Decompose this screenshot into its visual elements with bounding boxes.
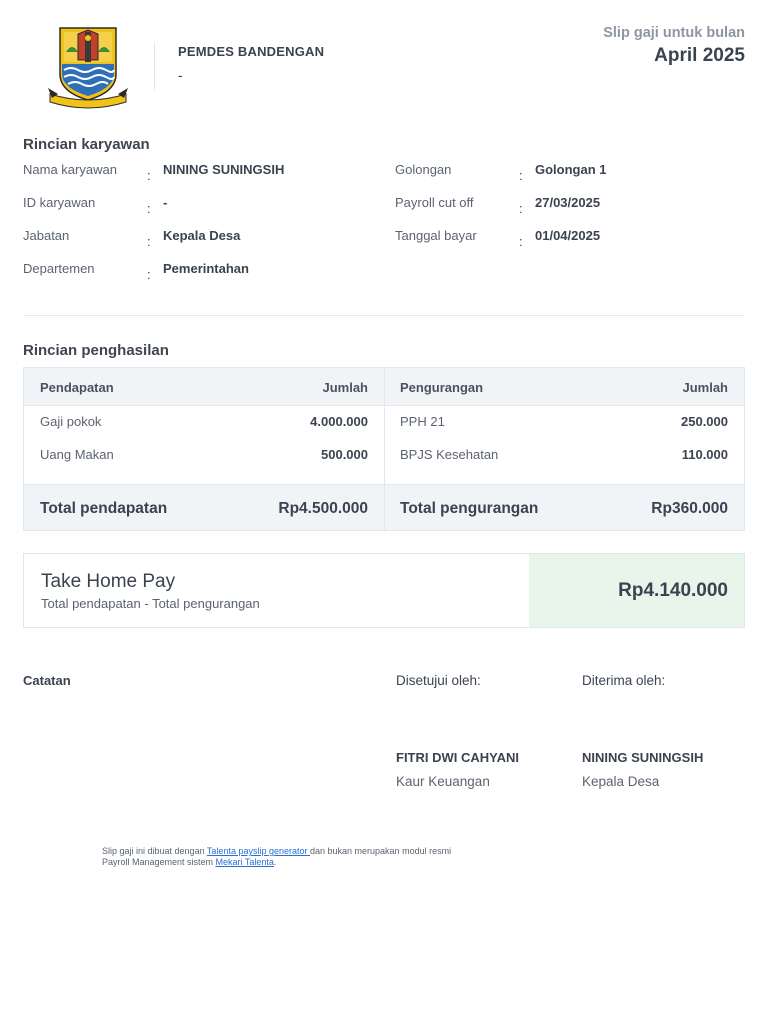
total-deduction-value: Rp360.000 bbox=[651, 500, 728, 517]
deduction-header bbox=[385, 368, 744, 406]
payslip-generator-link[interactable]: Talenta payslip generator bbox=[206, 846, 310, 856]
table-row bbox=[385, 414, 744, 436]
approver-name: FITRI DWI CAHYANI bbox=[396, 750, 520, 765]
header-divider bbox=[154, 42, 155, 90]
employee-department-label: Departemen bbox=[23, 261, 95, 276]
take-home-pay-card bbox=[23, 553, 745, 628]
pay-date-value: 01/04/2025 bbox=[535, 228, 601, 243]
deduction-item-name: PPH 21 bbox=[400, 414, 445, 429]
total-deduction-label: Total pengurangan bbox=[400, 500, 539, 517]
take-home-pay-value-box bbox=[529, 554, 744, 627]
notes-label: Catatan bbox=[23, 673, 71, 688]
received-by-label: Diterima oleh: bbox=[582, 673, 666, 688]
colon: : bbox=[519, 168, 523, 183]
income-amount-header: Jumlah bbox=[322, 380, 368, 395]
footer-text: Slip gaji ini dibuat dengan bbox=[102, 846, 207, 856]
employee-id-label: ID karyawan bbox=[23, 195, 96, 210]
colon: : bbox=[519, 234, 523, 249]
colon: : bbox=[147, 234, 151, 249]
period-value: April 2025 bbox=[654, 45, 745, 66]
employee-position-value: Kepala Desa bbox=[163, 228, 241, 243]
deduction-column bbox=[384, 368, 744, 530]
income-header-label: Pendapatan bbox=[40, 380, 114, 395]
table-row bbox=[24, 447, 384, 469]
income-item-value: 4.000.000 bbox=[310, 414, 368, 429]
earnings-table bbox=[23, 367, 745, 531]
take-home-pay-subtitle: Total pendapatan - Total pengurangan bbox=[41, 596, 260, 611]
employee-department-value: Pemerintahan bbox=[163, 261, 249, 276]
take-home-pay-title: Take Home Pay bbox=[41, 571, 176, 592]
income-item-name: Uang Makan bbox=[40, 447, 114, 462]
footer-text: . bbox=[273, 856, 277, 867]
income-item-value: 500.000 bbox=[321, 447, 368, 462]
employee-section-title: Rincian karyawan bbox=[23, 136, 150, 153]
table-row bbox=[24, 414, 384, 436]
total-income-label: Total pendapatan bbox=[40, 500, 168, 517]
employee-grade-label: Golongan bbox=[395, 162, 452, 177]
deduction-header-label: Pengurangan bbox=[400, 380, 484, 395]
total-income-row bbox=[24, 484, 384, 530]
receiver-name: NINING SUNINGSIH bbox=[582, 750, 704, 765]
take-home-pay-value: Rp4.140.000 bbox=[618, 580, 728, 601]
employee-name-label: Nama karyawan bbox=[23, 162, 117, 177]
coat-of-arms-logo bbox=[44, 22, 132, 110]
earnings-section-title: Rincian penghasilan bbox=[23, 342, 169, 359]
mekari-talenta-link[interactable]: Mekari Talenta bbox=[215, 856, 274, 867]
payroll-cutoff-value: 27/03/2025 bbox=[535, 195, 601, 210]
footer-text: dan bukan merupakan modul resmi Payroll Management sistem bbox=[102, 846, 452, 867]
employee-grade-value: Golongan 1 bbox=[535, 162, 607, 177]
receiver-role: Kepala Desa bbox=[582, 774, 660, 789]
employee-position-label: Jabatan bbox=[23, 228, 70, 243]
deduction-amount-header: Jumlah bbox=[682, 380, 728, 395]
organization-name: PEMDES BANDENGAN bbox=[178, 44, 325, 59]
approver-role: Kaur Keuangan bbox=[396, 774, 490, 789]
period-label: Slip gaji untuk bulan bbox=[603, 25, 745, 41]
income-column bbox=[24, 368, 384, 530]
footer-disclaimer bbox=[102, 846, 462, 867]
deduction-item-value: 110.000 bbox=[681, 447, 728, 462]
deduction-item-value: 250.000 bbox=[681, 414, 728, 429]
colon: : bbox=[147, 168, 151, 183]
income-header bbox=[24, 368, 384, 406]
income-item-name: Gaji pokok bbox=[40, 414, 102, 429]
colon: : bbox=[147, 267, 151, 282]
approved-by-label: Disetujui oleh: bbox=[396, 673, 481, 688]
colon: : bbox=[147, 201, 151, 216]
deduction-item-name: BPJS Kesehatan bbox=[400, 447, 499, 462]
colon: : bbox=[519, 201, 523, 216]
total-income-value: Rp4.500.000 bbox=[278, 500, 368, 517]
pay-date-label: Tanggal bayar bbox=[395, 228, 477, 243]
employee-name-value: NINING SUNINGSIH bbox=[163, 162, 285, 177]
table-row bbox=[385, 447, 744, 469]
organization-subtitle: - bbox=[178, 67, 183, 83]
section-divider bbox=[23, 315, 745, 316]
payroll-cutoff-label: Payroll cut off bbox=[395, 195, 474, 210]
total-deduction-row bbox=[385, 484, 744, 530]
employee-id-value: - bbox=[163, 195, 168, 210]
